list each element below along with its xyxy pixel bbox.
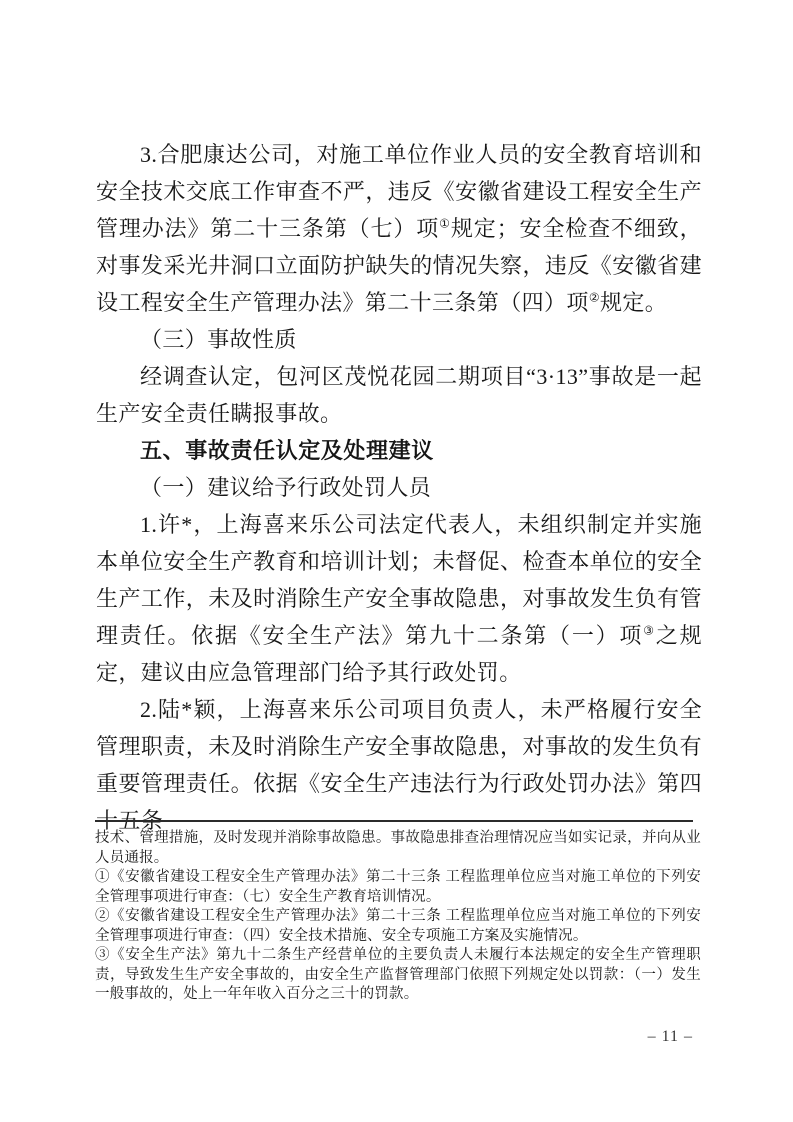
paragraph-2-lu: 2.陆*颖，上海喜来乐公司项目负责人，未严格履行安全管理职责，未及时消除生产安全事故隐患，对事故的发生负有重要管理责任。依据《安全生产违法行为行政处罚办法》第四十五条 xyxy=(96,697,702,833)
footnote-2: ②《安徽省建设工程安全生产管理办法》第二十三条 工程监理单位应当对施工单位的下列安全管理事项进行审查：（四）安全技术措施、安全专项施工方案及实施情况。 xyxy=(95,908,701,944)
footnote-continuation: 技术、管理措施，及时发现并消除事故隐患。事故隐患排查治理情况应当如实记录，并向从业人员通报。 xyxy=(95,830,701,866)
footnotes-list xyxy=(95,829,701,1005)
document-body xyxy=(96,136,702,839)
heading-admin-penalty-persons: （一）建议给予行政处罚人员 xyxy=(140,475,432,500)
footnote-ref-③: ③ xyxy=(643,623,656,638)
footnote-3: ③《安全生产法》第九十二条生产经营单位的主要负责人未履行本法规定的安全生产管理职责，导致发生生产安全事故的，由安全生产监督管理部门依照下列规定处以罚款：（一）发生一般事故的，处上一年年收入百分之三十的罚款。 xyxy=(95,947,701,1002)
paragraph-3-hefei-kangda: 3.合肥康达公司，对施工单位作业人员的安全教育培训和安全技术交底工作审查不严，违反《安徽省建设工程安全生产管理办法》第二十三条第（七）项①规定；安全检查不细致，对事发采光井洞口立面防护缺失的情况失察，违反《安徽省建设工程安全生产管理办法》第二十三条第（四）项②规定。 xyxy=(96,142,702,315)
footnotes-section xyxy=(95,820,701,1005)
footnote-1: ①《安徽省建设工程安全生产管理办法》第二十三条 工程监理单位应当对施工单位的下列安全管理事项进行审查：（七）安全生产教育培训情况。 xyxy=(95,869,701,905)
paragraph-1-xu: 1.许*，上海喜来乐公司法定代表人，未组织制定并实施本单位安全生产教育和培训计划；未督促、检查本单位的安全生产工作，未及时消除生产安全事故隐患，对事故发生负有管理责任。依据《安全生产法》第九十二条第（一）项③之规定，建议由应急管理部门给予其行政处罚。 xyxy=(96,512,702,685)
paragraph-investigation-conclusion: 经调查认定，包河区茂悦花园二期项目“3·13”事故是一起生产安全责任瞒报事故。 xyxy=(96,364,702,426)
footnote-ref-①: ① xyxy=(439,216,451,231)
page-number: – 11 – xyxy=(647,1028,693,1045)
heading-section-5-responsibility: 五、事故责任认定及处理建议 xyxy=(140,438,434,463)
heading-accident-nature: （三）事故性质 xyxy=(140,327,297,352)
footnote-separator xyxy=(95,820,693,822)
footnote-ref-②: ② xyxy=(588,290,600,305)
